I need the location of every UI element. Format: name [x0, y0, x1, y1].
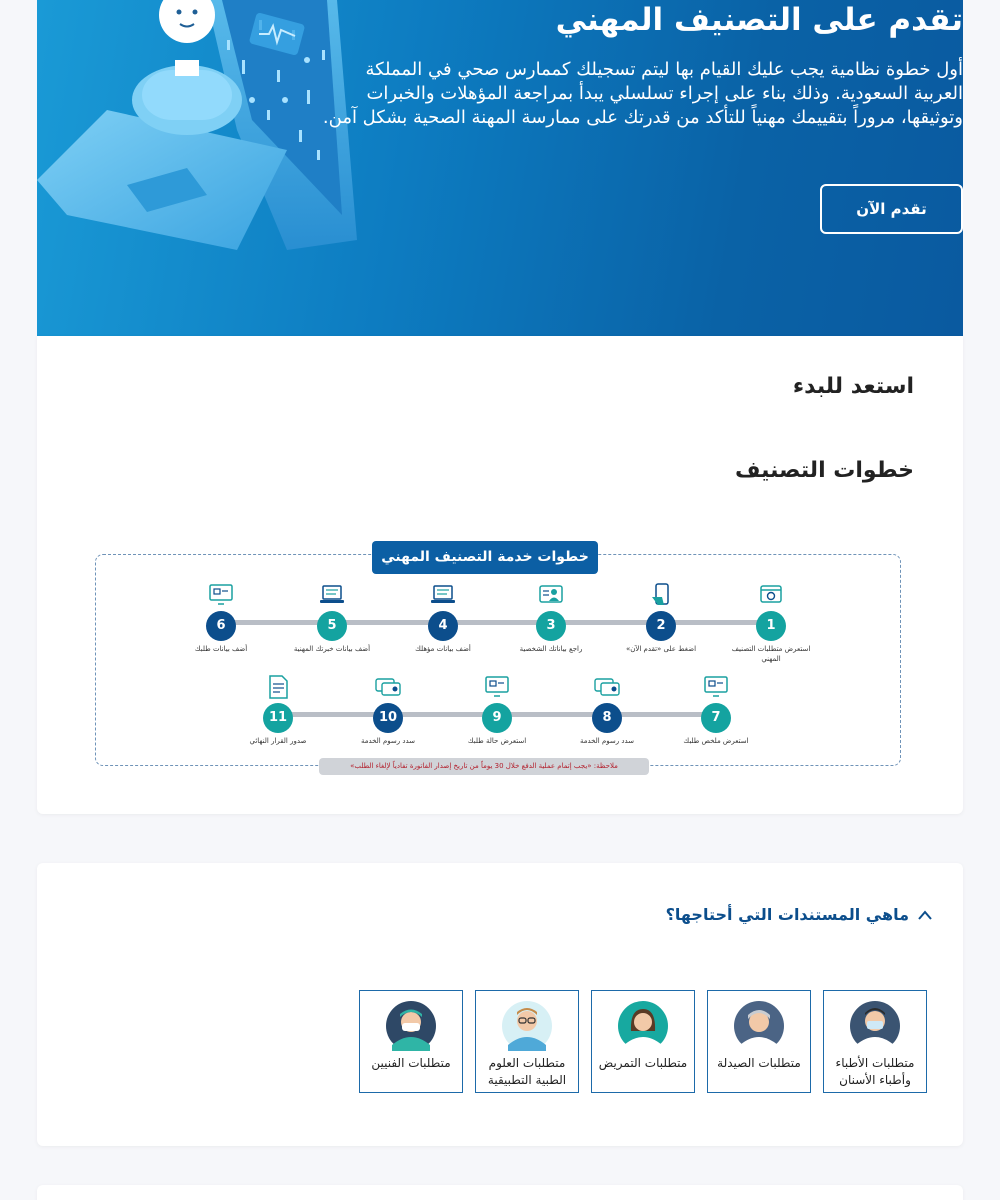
- step-number: 3: [536, 611, 566, 641]
- step-11: [228, 675, 328, 746]
- tile-nursing-requirements[interactable]: [591, 990, 695, 1093]
- step-number: 8: [592, 703, 622, 733]
- laptop-icon: [319, 583, 345, 607]
- step-number: 10: [373, 703, 403, 733]
- step-label: صدور القرار النهائي: [249, 737, 307, 745]
- step-7: [666, 675, 766, 746]
- step-10: [338, 675, 438, 746]
- chevron-up-icon: [917, 909, 933, 921]
- step-4: [393, 583, 493, 654]
- tile-label: متطلبات التمريض: [598, 1056, 688, 1070]
- payment-cards-icon: [594, 675, 620, 699]
- step-label: اضغط على «تقدم الآن»: [625, 645, 697, 653]
- scientist-avatar-icon: [502, 1001, 552, 1051]
- tile-applied-medical-sciences-requirements[interactable]: [475, 990, 579, 1093]
- step-label: أضف بيانات خبرتك المهنية: [293, 645, 371, 653]
- step-number: 1: [756, 611, 786, 641]
- monitor-icon: [703, 675, 729, 699]
- step-6: [171, 583, 271, 654]
- next-card: [37, 1185, 963, 1200]
- step-2: [611, 583, 711, 654]
- diagram-header: خطوات خدمة التصنيف المهني: [372, 541, 598, 574]
- browser-refresh-icon: [758, 583, 784, 607]
- step-label: سدد رسوم الخدمة: [360, 737, 416, 745]
- payment-note: ملاحظة: «يجب إتمام عملية الدفع خلال 30 يوماً من تاريخ إصدار الفاتورة تفادياً لإلغاء الطلب»: [319, 758, 649, 775]
- step-label: استعرض متطلبات التصنيف المهني: [731, 645, 811, 663]
- tile-label: متطلبات العلوم الطبية التطبيقية: [487, 1056, 567, 1087]
- surgeon-avatar-icon: [386, 1001, 436, 1051]
- step-9: [447, 675, 547, 746]
- laptop-icon: [430, 583, 456, 607]
- step-number: 11: [263, 703, 293, 733]
- steps-card: [37, 336, 963, 814]
- tile-pharmacy-requirements[interactable]: [707, 990, 811, 1093]
- step-number: 2: [646, 611, 676, 641]
- step-8: [557, 675, 657, 746]
- step-label: استعرض ملخص طلبك: [683, 737, 749, 745]
- documents-accordion-header[interactable]: [666, 905, 933, 924]
- doctor-avatar-icon: [850, 1001, 900, 1051]
- step-number: 6: [206, 611, 236, 641]
- step-label: أضف بيانات طلبك: [194, 645, 248, 653]
- hero-title: تقدم على التصنيف المهني: [555, 2, 963, 38]
- step-1: [721, 583, 821, 664]
- tile-label: متطلبات الأطباء وأطباء الأسنان: [835, 1056, 915, 1087]
- tile-technicians-requirements[interactable]: [359, 990, 463, 1093]
- documents-card: [37, 863, 963, 1146]
- step-label: سدد رسوم الخدمة: [579, 737, 635, 745]
- steps-heading: خطوات التصنيف: [734, 458, 914, 483]
- user-profile-icon: [538, 583, 564, 607]
- apply-now-button[interactable]: تقدم الآن: [820, 184, 963, 234]
- nurse-avatar-icon: [618, 1001, 668, 1051]
- classification-steps-diagram: [95, 549, 901, 770]
- tile-label: متطلبات الصيدلة: [717, 1056, 801, 1070]
- monitor-icon: [484, 675, 510, 699]
- monitor-icon: [208, 583, 234, 607]
- hero-banner: [37, 0, 963, 336]
- documents-title: ماهي المستندات التي أحتاجها؟: [665, 905, 909, 924]
- phone-tap-icon: [648, 583, 674, 607]
- step-number: 4: [428, 611, 458, 641]
- step-number: 7: [701, 703, 731, 733]
- hero-description: أول خطوة نظامية يجب عليك القيام بها ليتم تسجيلك كممارس صحي في المملكة العربية السعودية. وذلك بناء على إجراء تسلسلي يبدأ بمراجعة المؤهلات والخبرات وتوثيقها، مروراً بتقييمك مهنياً للتأكد من قدرتك على ممارسة المهنة الصحية بشكل آمن.: [322, 59, 963, 128]
- step-3: [501, 583, 601, 654]
- step-number: 5: [317, 611, 347, 641]
- step-5: [282, 583, 382, 654]
- tile-doctors-requirements[interactable]: [823, 990, 927, 1093]
- step-number: 9: [482, 703, 512, 733]
- step-label: أضف بيانات مؤهلك: [415, 645, 471, 653]
- requirement-tiles: [359, 990, 927, 1093]
- document-icon: [265, 675, 291, 699]
- tile-label: متطلبات الفنيين: [371, 1056, 451, 1070]
- step-label: راجع بياناتك الشخصية: [519, 645, 583, 653]
- payment-cards-icon: [375, 675, 401, 699]
- pharmacist-avatar-icon: [734, 1001, 784, 1051]
- step-label: استعرض حالة طلبك: [467, 737, 527, 745]
- ready-heading: استعد للبدء: [792, 374, 914, 399]
